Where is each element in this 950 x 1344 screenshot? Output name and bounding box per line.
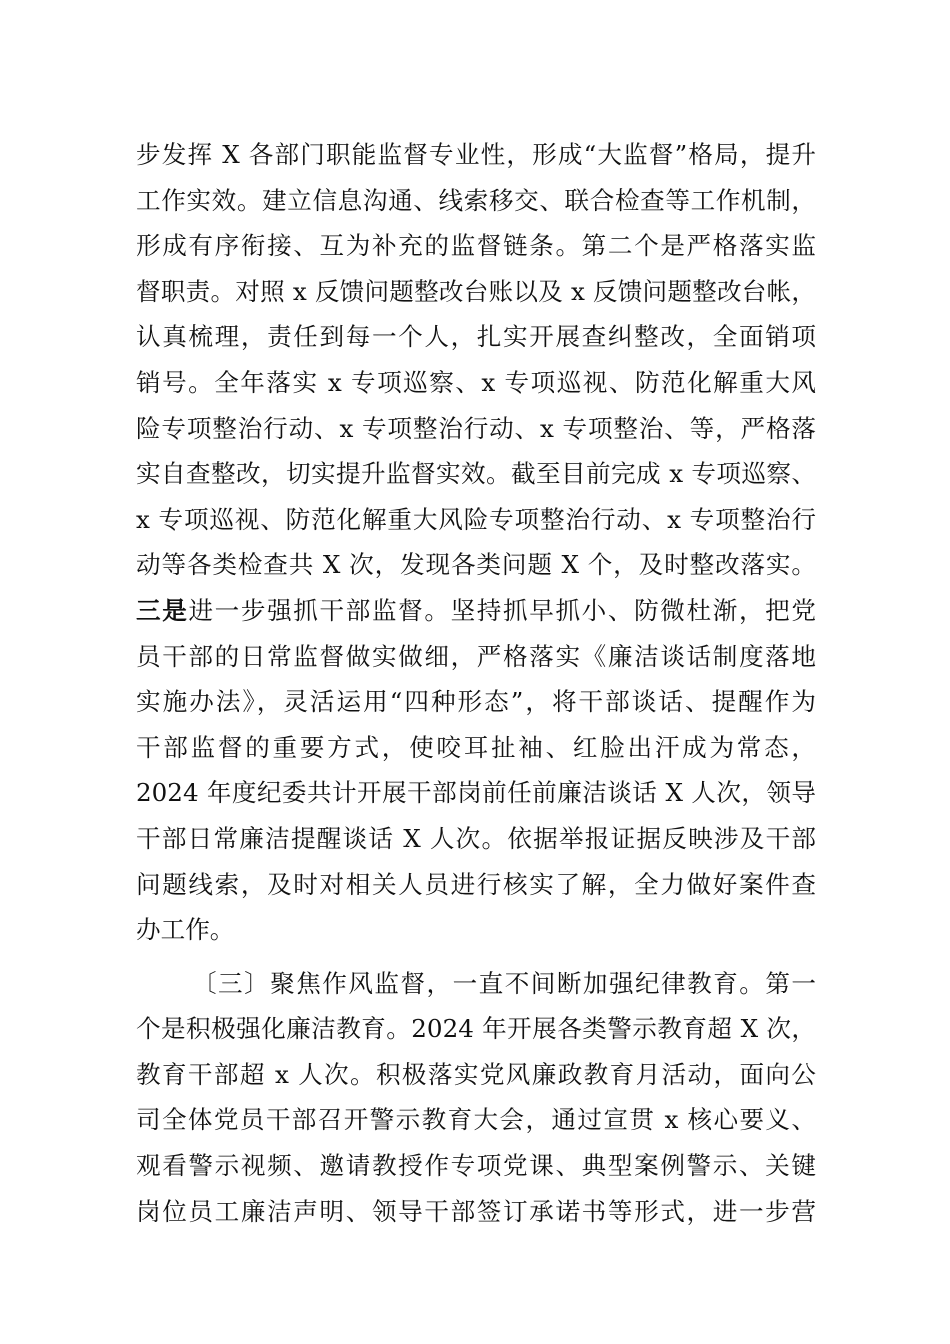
paragraph-heading-line: 〔三〕聚焦作风监督，一直不间断加强纪律教育。第一 [192, 968, 816, 998]
text-line: 干部日常廉洁提醒谈话 X 人次。依据举报证据反映涉及干部 [136, 823, 816, 853]
section-lead-line [136, 588, 816, 634]
text-line: 司全体党员干部召开警示教育大会，通过宣贯 x 核心要义、 [136, 1105, 816, 1135]
section-lead-text: 进一步强抓干部监督。坚持抓早抓小、防微杜渐，把党 [188, 595, 816, 625]
document-body [136, 132, 816, 1234]
text-line: 干部监督的重要方式，使咬耳扯袖、红脸出汗成为常态， [136, 732, 816, 762]
section-lead-bold: 三是 [136, 595, 189, 625]
text-line: 问题线索，及时对相关人员进行核实了解，全力做好案件查 [136, 869, 816, 899]
text-line: 教育干部超 x 人次。积极落实党风廉政教育月活动，面向公 [136, 1059, 816, 1089]
text-line: 员干部的日常监督做实做细，严格落实《廉洁谈话制度落地 [136, 641, 816, 671]
text-line: 岗位员工廉洁声明、领导干部签订承诺书等形式，进一步营 [136, 1196, 816, 1226]
text-line: 督职责。对照 x 反馈问题整改台账以及 x 反馈问题整改台帐， [136, 276, 816, 306]
text-line: 个是积极强化廉洁教育。2024 年开展各类警示教育超 X 次， [136, 1014, 816, 1044]
text-line: 办工作。 [136, 915, 235, 945]
text-line: x 专项巡视、防范化解重大风险专项整治行动、x 专项整治行 [136, 504, 816, 534]
text-line: 险专项整治行动、x 专项整治行动、x 专项整治、等，严格落 [136, 413, 816, 443]
text-line: 实自查整改，切实提升监督实效。截至目前完成 x 专项巡察、 [136, 459, 816, 489]
text-line: 步发挥 X 各部门职能监督专业性，形成“大监督”格局，提升 [136, 140, 816, 169]
text-line: 实施办法》，灵活运用“四种形态”，将干部谈话、提醒作为 [136, 687, 816, 717]
text-line: 认真梳理，责任到每一个人，扎实开展查纠整改，全面销项 [136, 322, 816, 352]
text-line: 观看警示视频、邀请教授作专项党课、典型案例警示、关键 [136, 1151, 816, 1181]
text-line: 工作实效。建立信息沟通、线索移交、联合检查等工作机制， [136, 185, 816, 215]
text-line: 形成有序衔接、互为补充的监督链条。第二个是严格落实监 [136, 231, 816, 261]
paragraph-gap [136, 953, 816, 961]
text-line: 动等各类检查共 X 次，发现各类问题 X 个，及时整改落实。 [136, 550, 816, 580]
text-line: 2024 年度纪委共计开展干部岗前任前廉洁谈话 X 人次，领导 [136, 778, 816, 808]
text-line: 销号。全年落实 x 专项巡察、x 专项巡视、防范化解重大风 [136, 367, 816, 397]
